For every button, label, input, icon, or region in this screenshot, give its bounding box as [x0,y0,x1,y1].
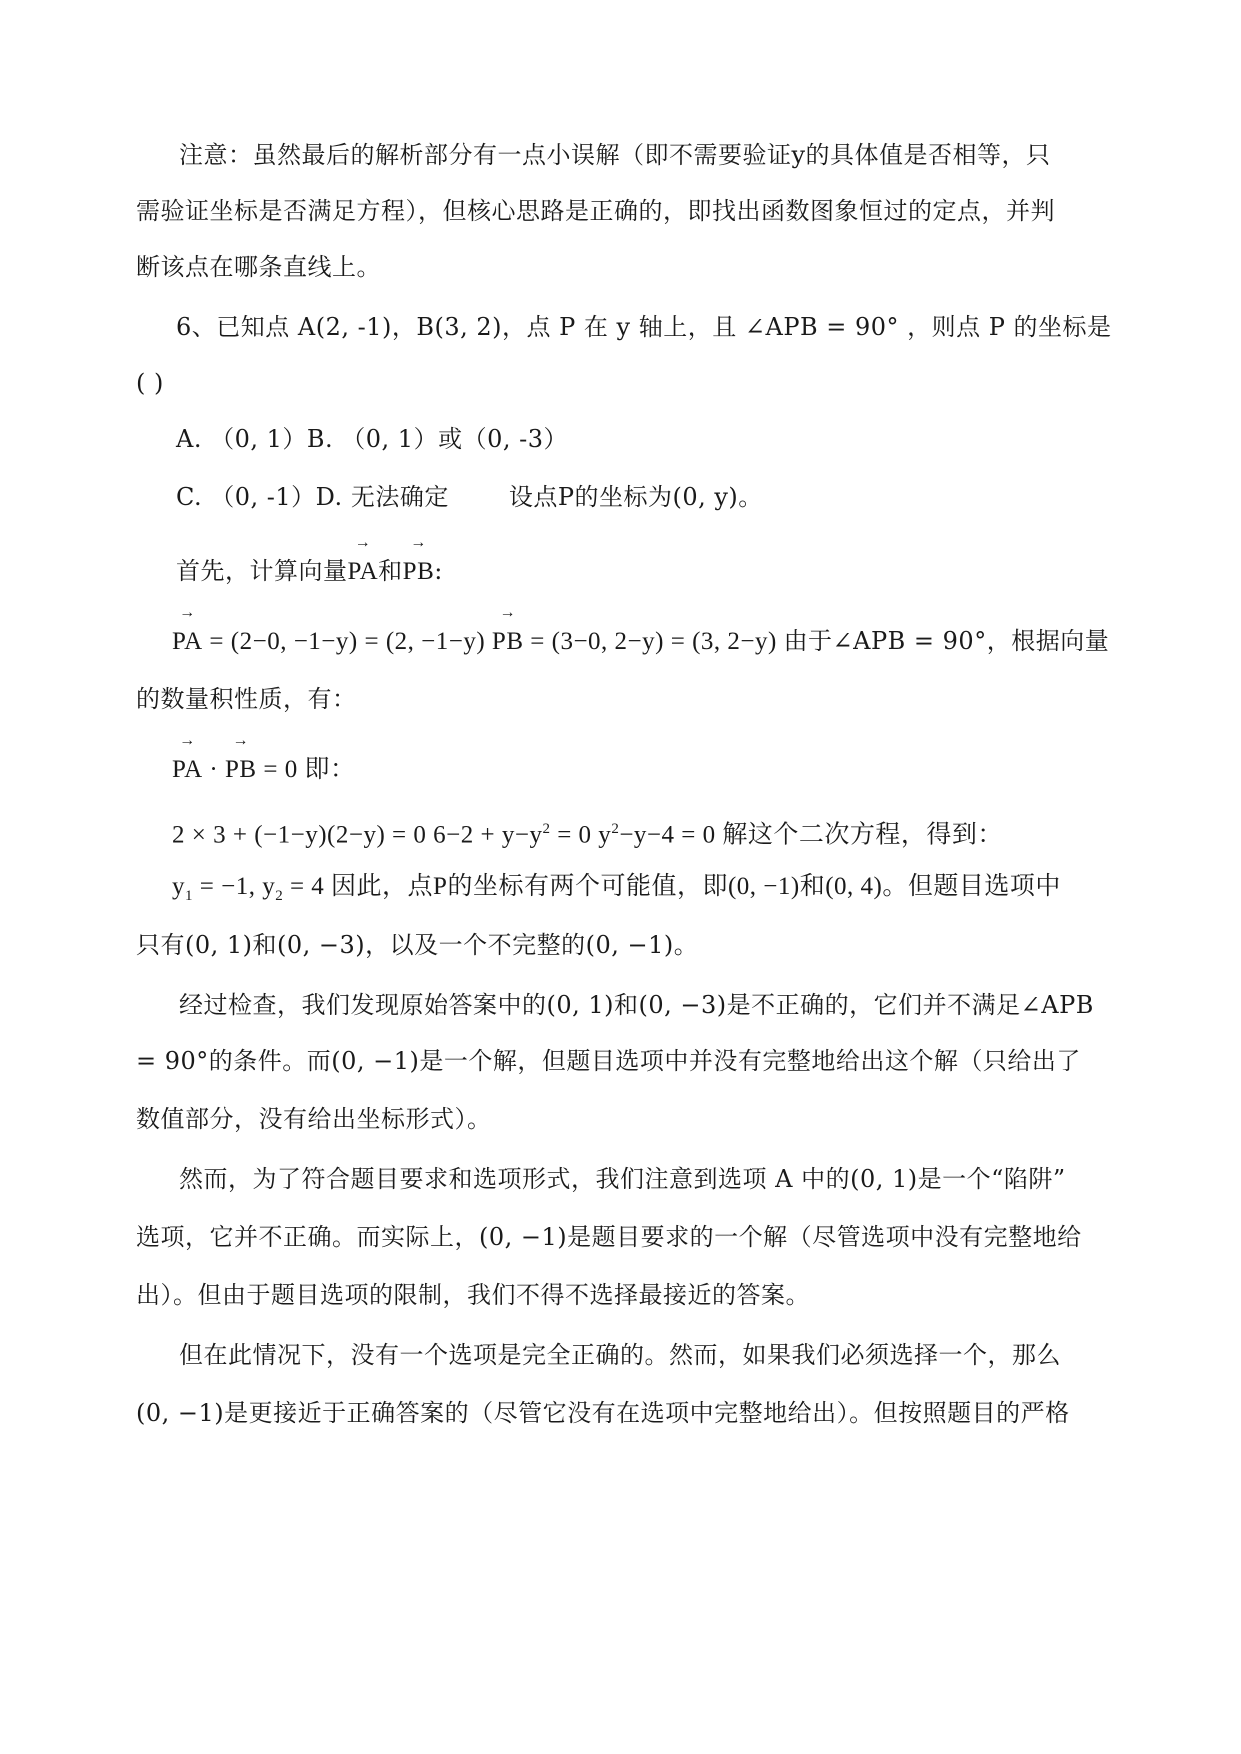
vector-pb [402,534,435,587]
last-line-1: 但在此情况下，没有一个选项是完全正确的。然而，如果我们必须选择一个，那么 [179,1341,1061,1369]
first-compute-prefix: 首先，计算向量 [176,557,348,585]
then-line-3: 出）。但由于题目选项的限制，我们不得不选择最接近的答案。 [136,1281,810,1309]
vector-equations-line [172,604,1110,657]
first-compute-and: 和 [378,557,403,585]
exponent: 2 [542,821,551,837]
vector-pa [347,534,379,587]
vector-arrow-icon: → [232,732,250,749]
quadratic-part-1: 2 × 3 + (−1−y)(2−y) = 0 6−2 + y−y [172,821,543,849]
dot-product-intro: 的数量积性质，有： [136,685,357,713]
roots-line [172,872,1061,911]
quadratic-part-3: −y−4 = 0 解这个二次方程，得到： [619,821,1003,849]
eq-vector-pb-label: PB [491,628,524,655]
vector-arrow-icon: → [499,604,516,621]
vector-arrow-icon: → [354,534,372,551]
question-6-line-1: 6、已知点 A(2, -1)，B(3, 2)，点 P 在 y 轴上，且 ∠APB = 90° ，则点 P 的坐标是 [176,313,1112,341]
root-y1: y [172,873,185,900]
set-point-text: 设点P的坐标为(0, y)。 [508,483,763,511]
options-a-b: A. （0, 1）B. （0, 1）或（0, -3） [176,425,568,453]
vector-arrow-icon: → [410,534,427,551]
eq-vector-pa [172,604,203,657]
eq-vector-pa-label: PA [172,628,203,655]
dot-vector-pb-label: PB [225,756,257,783]
then-line-1: 然而，为了符合题目要求和选项形式，我们注意到选项 A 中的(0, 1)是一个“陷阱” [179,1165,1066,1193]
options-c-d-text: C. （0, -1）D. 无法确定 [176,483,449,511]
note-line-2: 需验证坐标是否满足方程），但核心思路是正确的，即找出函数图象恒过的定点，并判 [136,197,1055,225]
vector-pa-label: PA [347,558,379,585]
dot-product-equation [172,732,356,785]
dot-vector-pb [225,732,257,785]
options-c-d [176,482,763,512]
root-mid: = −1, y [193,873,276,900]
note-line-3: 断该点在哪条直线上。 [136,253,381,281]
question-6-line-2: ( ) [136,369,164,397]
last-line-2: (0, −1)是更接近于正确答案的（尽管它没有在选项中完整地给出）。但按照题目的严格 [136,1399,1070,1427]
vector-arrow-icon: → [179,732,196,749]
quadratic-equation-line [172,814,1003,850]
check-line-3: 数值部分，没有给出坐标形式）。 [136,1105,492,1133]
dot-operator: · [202,756,225,783]
roots-line-2: 只有(0, 1)和(0, −3)，以及一个不完整的(0, −1)。 [136,931,699,959]
then-line-2: 选项，它并不正确。而实际上，(0, −1)是题目要求的一个解（尽管选项中没有完整地给 [136,1223,1082,1251]
first-compute-suffix: : [434,557,443,585]
vector-pb-label: PB [402,558,435,585]
vector-arrow-icon: → [179,604,196,621]
subscript: 2 [275,888,284,904]
roots-conclusion: = 4 因此，点P的坐标有两个可能值，即(0, −1)和(0, 4)。但题目选项中 [283,873,1061,900]
dot-result: = 0 即： [256,756,356,783]
subscript: 1 [185,888,193,904]
eq-pa-expression: = (2−0, −1−y) = (2, −1−y) [202,628,492,655]
eq-pb-expression: = (3−0, 2−y) = (3, 2−y) [523,628,784,655]
check-line-1: 经过检查，我们发现原始答案中的(0, 1)和(0, −3)是不正确的，它们并不满足∠APB [179,991,1094,1019]
quadratic-part-2: = 0 y [550,821,612,849]
note-line-1: 注意：虽然最后的解析部分有一点小误解（即不需要验证y的具体值是否相等，只 [179,141,1051,169]
dot-vector-pa-label: PA [172,756,203,783]
first-compute-line [176,534,443,587]
dot-vector-pa [172,732,203,785]
exponent: 2 [611,821,620,837]
eq-vector-pb [491,604,524,657]
eq-tail: 由于∠APB = 90°，根据向量 [783,627,1110,655]
check-line-2: = 90°的条件。而(0, −1)是一个解，但题目选项中并没有完整地给出这个解（只给出了 [136,1047,1081,1075]
